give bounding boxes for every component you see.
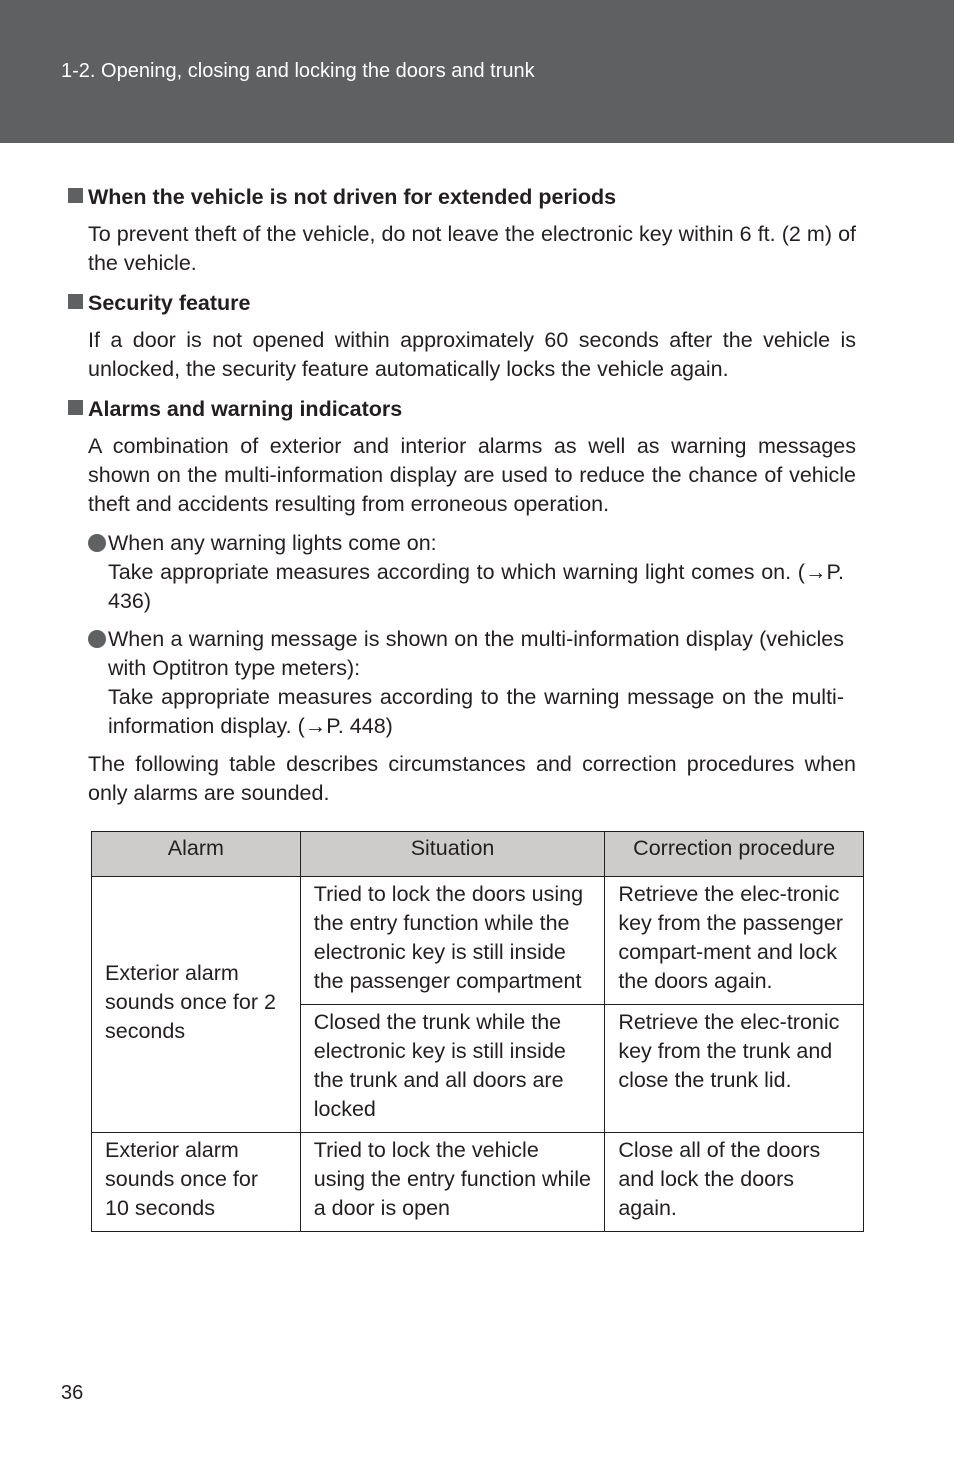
situation-cell: Closed the trunk while the electronic key is still inside the trunk and all doors are locked — [300, 1005, 605, 1133]
section-heading — [68, 184, 616, 210]
table-row — [92, 877, 864, 1005]
bullet-action: Take appropriate measures according to the warning message on the multi-information display. (→P. 448) — [108, 685, 844, 738]
square-bullet-icon — [68, 294, 83, 309]
bullet-item — [88, 625, 844, 741]
section-body: A combination of exterior and interior alarms as well as warning messages shown on the multi-information display are used to reduce the chance of vehicle theft and accidents resulting from erroneous operation. — [88, 434, 856, 516]
circle-bullet-icon — [88, 534, 106, 552]
situation-cell: Tried to lock the doors using the entry function while the electronic key is still inside the passenger compartment — [300, 877, 605, 1005]
page-header — [0, 0, 954, 143]
bullet-action: Take appropriate measures according to which warning light comes on. (→P. 436) — [108, 560, 844, 613]
section-body: To prevent theft of the vehicle, do not leave the electronic key within 6 ft. (2 m) of the vehicle. — [88, 222, 856, 275]
square-bullet-icon — [68, 400, 83, 415]
column-header-alarm: Alarm — [92, 832, 301, 877]
correction-cell: Close all of the doors and lock the doors again. — [605, 1133, 864, 1232]
bullet-condition: When a warning message is shown on the multi-information display (vehicles with Optitron type meters): — [108, 627, 844, 680]
alarm-cell: Exterior alarm sounds once for 10 seconds — [92, 1133, 301, 1232]
table-header-row — [92, 832, 864, 877]
section-title: 1-2. Opening, closing and locking the doors and trunk — [61, 60, 535, 82]
alarm-table — [91, 831, 864, 1232]
page-number: 36 — [61, 1382, 84, 1404]
heading-text: Security feature — [88, 291, 251, 315]
correction-cell: Retrieve the elec-tronic key from the passenger compart-ment and lock the doors again. — [605, 877, 864, 1005]
situation-cell: Tried to lock the vehicle using the entry function while a door is open — [300, 1133, 605, 1232]
circle-bullet-icon — [88, 630, 106, 648]
column-header-situation: Situation — [300, 832, 605, 877]
bullet-item — [88, 529, 844, 616]
section-body: If a door is not opened within approximately 60 seconds after the vehicle is unlocked, the security feature automatically locks the vehicle again. — [88, 328, 856, 381]
section-heading — [68, 290, 251, 316]
table-intro: The following table describes circumstances and correction procedures when only alarms are sounded. — [88, 752, 856, 805]
bullet-condition: When any warning lights come on: — [108, 531, 437, 555]
heading-text: Alarms and warning indicators — [88, 397, 403, 421]
column-header-correction: Correction procedure — [605, 832, 864, 877]
table-row — [92, 1133, 864, 1232]
square-bullet-icon — [68, 188, 83, 203]
section-heading — [68, 396, 402, 422]
heading-text: When the vehicle is not driven for extended periods — [88, 185, 617, 209]
correction-cell: Retrieve the elec-tronic key from the trunk and close the trunk lid. — [605, 1005, 864, 1133]
alarm-cell: Exterior alarm sounds once for 2 seconds — [92, 877, 301, 1133]
